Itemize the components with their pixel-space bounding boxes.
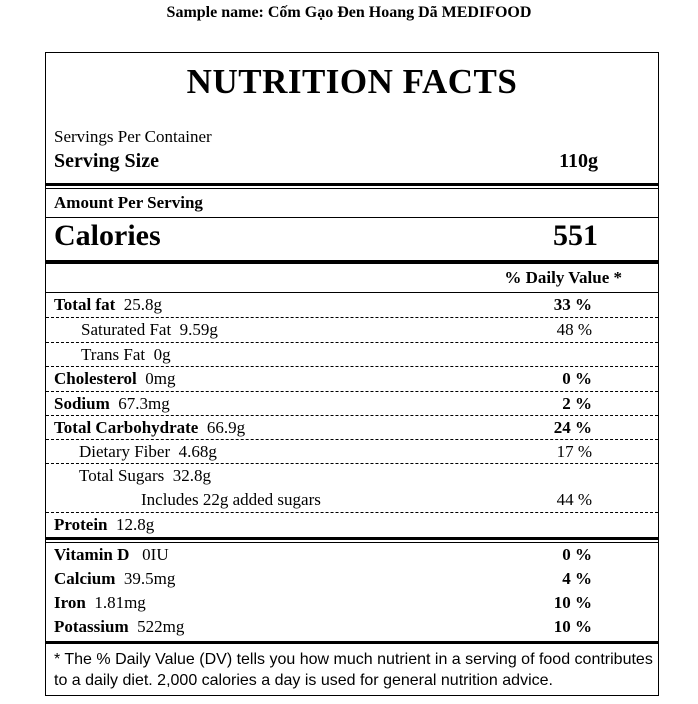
daily-value-header: % Daily Value * xyxy=(504,268,622,287)
nutrient-dv: 48 % xyxy=(556,320,592,339)
vitamin-amount: 522mg xyxy=(137,617,185,636)
nutrient-amount: 32.8g xyxy=(172,466,211,485)
serving-size-value: 110g xyxy=(559,150,598,172)
nutrient-amount: 67.3mg xyxy=(118,394,170,413)
thin-divider xyxy=(46,188,658,189)
nutrient-name: Total Carbohydrate xyxy=(54,418,199,437)
thick-divider xyxy=(46,641,658,644)
thick-divider xyxy=(46,537,658,540)
vitamin-row-iron xyxy=(46,591,658,615)
calories-label: Calories xyxy=(54,219,161,252)
vitamin-row-vitamin-d xyxy=(46,543,658,567)
nutrient-dv: 2 % xyxy=(562,394,592,413)
nutrient-row-cholesterol xyxy=(46,367,658,391)
nutrient-name: Protein xyxy=(54,515,108,534)
vitamin-dv: 10 % xyxy=(553,617,592,636)
vitamin-name: Calcium xyxy=(54,569,116,588)
thin-divider xyxy=(46,217,658,218)
nutrient-row-sodium xyxy=(46,392,658,416)
amount-per-serving-label: Amount Per Serving xyxy=(54,193,203,212)
nutrient-row-total-carbohydrate xyxy=(46,416,658,440)
vitamin-dv: 10 % xyxy=(553,593,592,612)
nutrient-name: Dietary Fiber xyxy=(79,442,171,461)
vitamin-amount: 0IU xyxy=(142,545,169,564)
vitamin-amount: 39.5mg xyxy=(123,569,176,588)
nutrient-name: Trans Fat xyxy=(81,345,146,364)
nutrient-dv: 17 % xyxy=(556,442,592,461)
vitamin-dv: 4 % xyxy=(562,569,592,588)
nutrient-dv: 44 % xyxy=(556,490,592,509)
nutrient-amount: 4.68g xyxy=(178,442,217,461)
servings-per-container-label: Servings Per Container xyxy=(54,127,212,146)
calories-value: 551 xyxy=(553,219,598,252)
nutrient-name: Sodium xyxy=(54,394,110,413)
nutrient-row-total-fat xyxy=(46,293,658,317)
serving-size-label: Serving Size xyxy=(54,150,159,172)
sample-name: Sample name: Cốm Gạo Đen Hoang Dã MEDIFOOD xyxy=(166,4,532,21)
nutrient-amount: 0mg xyxy=(145,369,176,388)
nutrient-name: Cholesterol xyxy=(54,369,137,388)
thick-divider xyxy=(46,183,658,186)
nutrient-row-total-sugars xyxy=(46,464,658,488)
footnote: * The % Daily Value (DV) tells you how much nutrient in a serving of food contributes to a daily diet. 2,000 calories a day is used for general nutrition advice. xyxy=(54,651,653,689)
nutrition-label xyxy=(45,52,659,696)
nutrient-amount: 25.8g xyxy=(123,295,162,314)
thick-divider xyxy=(46,260,658,264)
nutrient-name: Includes 22g added sugars xyxy=(141,490,321,509)
vitamin-name: Vitamin D xyxy=(54,545,130,564)
nutrient-name: Total fat xyxy=(54,295,116,314)
vitamin-name: Iron xyxy=(54,593,86,612)
nutrient-name: Saturated Fat xyxy=(81,320,172,339)
vitamin-dv: 0 % xyxy=(562,545,592,564)
label-title: NUTRITION FACTS xyxy=(186,62,518,101)
nutrient-dv: 33 % xyxy=(553,295,592,314)
vitamin-amount: 1.81mg xyxy=(94,593,146,612)
nutrient-row-dietary-fiber xyxy=(46,440,658,464)
nutrient-amount: 66.9g xyxy=(206,418,246,437)
nutrient-row-saturated-fat xyxy=(46,318,658,342)
nutrient-row-added-sugars xyxy=(46,488,658,512)
nutrient-name: Total Sugars xyxy=(79,466,165,485)
nutrient-dv: 0 % xyxy=(562,369,592,388)
nutrient-row-protein xyxy=(46,513,658,537)
vitamin-name: Potassium xyxy=(54,617,129,636)
vitamin-row-potassium xyxy=(46,615,658,639)
nutrient-row-trans-fat xyxy=(46,343,658,367)
nutrient-amount: 9.59g xyxy=(179,320,218,339)
nutrient-amount: 0g xyxy=(153,345,171,364)
nutrient-amount: 12.8g xyxy=(116,515,155,534)
nutrient-dv: 24 % xyxy=(553,418,592,437)
vitamin-row-calcium xyxy=(46,567,658,591)
